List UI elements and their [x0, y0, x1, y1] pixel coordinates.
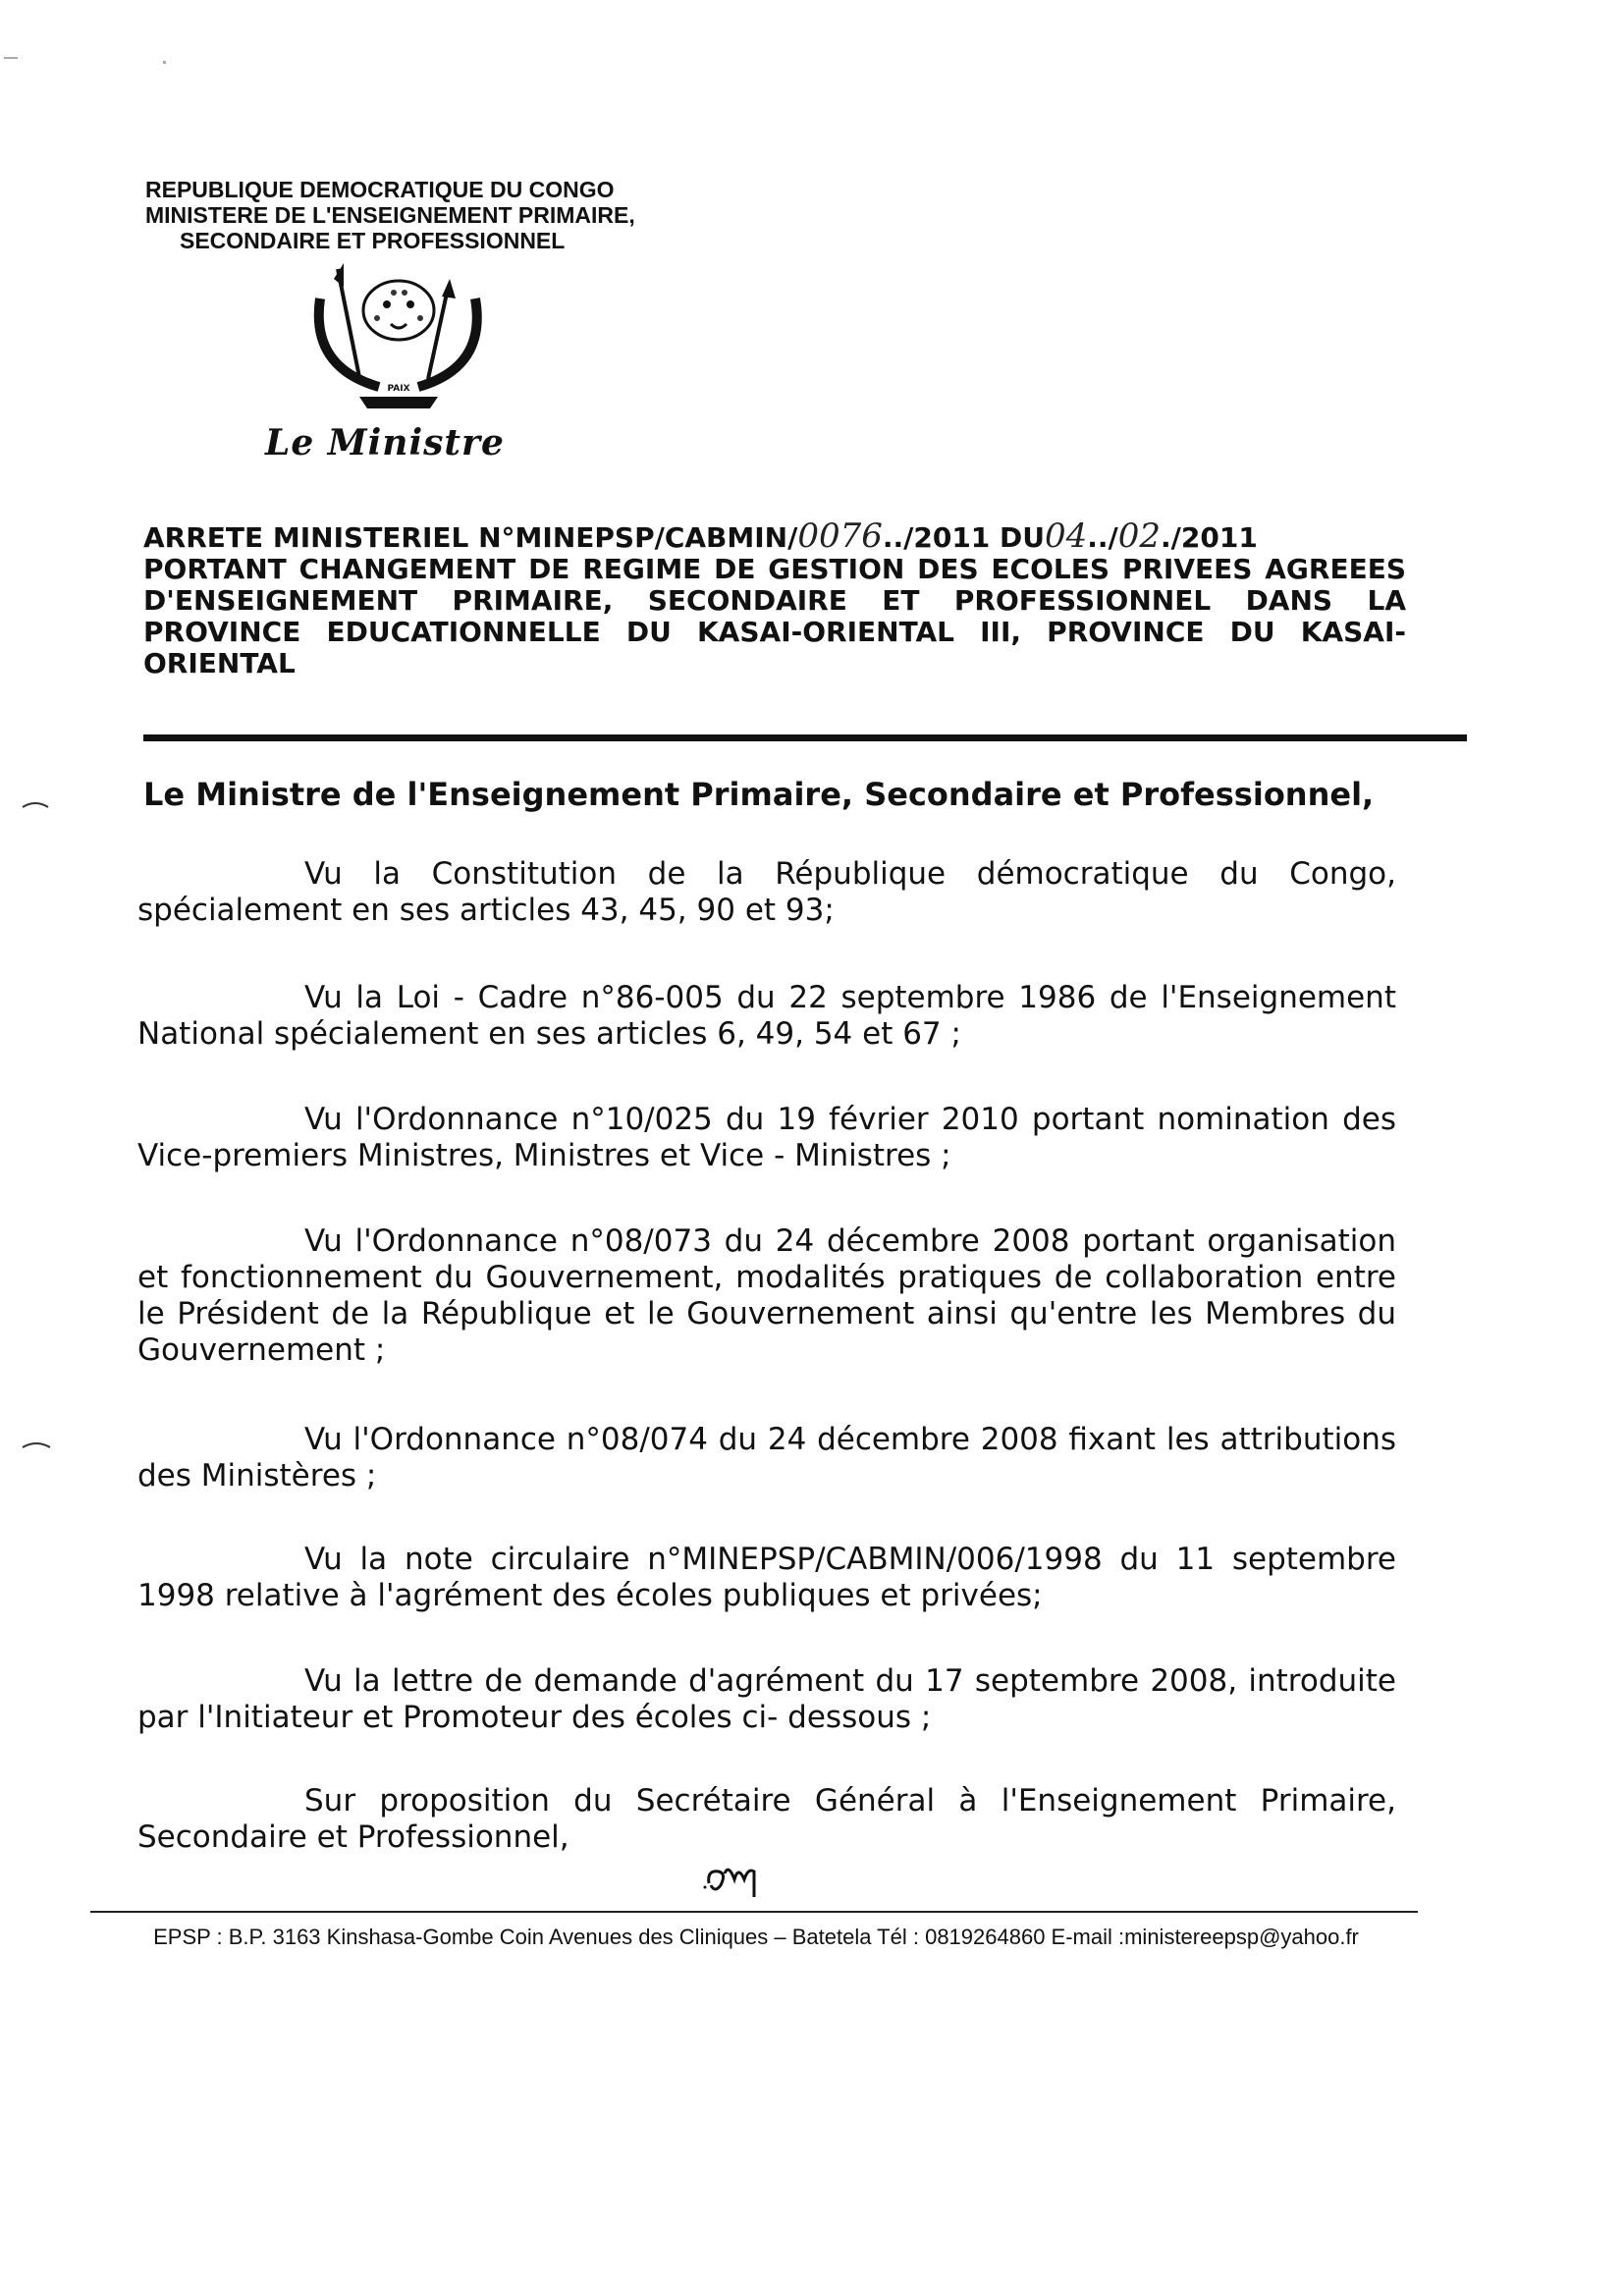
- paragraph-proposition: Sur proposition du Secrétaire Général à l'Enseignement Primaire, Secondaire et Professionnel,: [137, 1783, 1396, 1855]
- decree-title: [143, 516, 1406, 679]
- margin-hole-mark: [22, 1439, 51, 1449]
- decree-title-line: PROVINCE EDUCATIONNELLE DU KASAI-ORIENTAL III, PROVINCE DU KASAI-: [143, 616, 1406, 648]
- paragraph-constitution: Vu la Constitution de la République démocratique du Congo, spécialement en ses articles 43, 45, 90 et 93;: [137, 856, 1396, 928]
- ministry-header: [145, 177, 734, 253]
- decree-title-line: ORIENTAL: [143, 647, 296, 679]
- decree-title-line: PORTANT CHANGEMENT DE REGIME DE GESTION DES ECOLES PRIVEES AGREEES: [143, 553, 1406, 585]
- paragraph-note-circulaire: Vu la note circulaire n°MINEPSP/CABMIN/006/1998 du 11 septembre 1998 relative à l'agrément des écoles publiques et privées;: [137, 1542, 1396, 1613]
- paragraph-ordonnance-10-025: Vu l'Ordonnance n°10/025 du 19 février 2010 portant nomination des Vice-premiers Ministres, Ministres et Vice - Ministres ;: [137, 1102, 1396, 1173]
- scan-speck: [4, 57, 18, 59]
- decree-number-prefix: ARRETE MINISTERIEL N°MINEPSP/CABMIN/: [143, 521, 798, 554]
- header-ministry-cont: SECONDAIRE ET PROFESSIONNEL: [180, 228, 566, 253]
- paragraph-lettre-demande: Vu la lettre de demande d'agrément du 17 septembre 2008, introduite par l'Initiateur et Promoteur des écoles ci- dessous ;: [137, 1663, 1396, 1735]
- header-country: REPUBLIQUE DEMOCRATIQUE DU CONGO: [145, 177, 615, 202]
- margin-hole-mark: [22, 799, 49, 809]
- title-divider: [143, 734, 1467, 741]
- decree-date-sep: ../: [1087, 521, 1118, 554]
- decree-number-middle: ../2011 DU: [882, 521, 1046, 554]
- footer-address: EPSP : B.P. 3163 Kinshasa-Gombe Coin Avenues des Cliniques – Batetela Tél : 0819264860 E-mail :ministereepsp@yahoo.fr: [153, 1925, 1359, 1949]
- decree-year: ./2011: [1161, 521, 1258, 554]
- minister-title-script: Le Ministre: [265, 422, 505, 463]
- handwritten-initials: [703, 1850, 782, 1899]
- scan-speck: [163, 61, 166, 64]
- decree-title-line: D'ENSEIGNEMENT PRIMAIRE, SECONDAIRE ET PROFESSIONNEL DANS LA: [143, 584, 1406, 617]
- footer-divider: [90, 1911, 1418, 1913]
- paragraph-ordonnance-08-073: Vu l'Ordonnance n°08/073 du 24 décembre 2008 portant organisation et fonctionnement du Gouvernement, modalités pratiques de collaboration entre le Président de la République et le Gouvernement ainsi qu'entre les Membres du Gouvernement ;: [137, 1223, 1396, 1368]
- decree-number-handwritten: 0076: [797, 516, 883, 556]
- minister-heading: Le Ministre de l'Enseignement Primaire, Secondaire et Professionnel,: [143, 776, 1375, 813]
- header-ministry: MINISTERE DE L'ENSEIGNEMENT PRIMAIRE,: [145, 202, 635, 228]
- paragraph-ordonnance-08-074: Vu l'Ordonnance n°08/074 du 24 décembre 2008 fixant les attributions des Ministères ;: [137, 1422, 1396, 1493]
- svg-text:PAIX: PAIX: [387, 384, 410, 394]
- decree-date-month: 02: [1117, 516, 1162, 556]
- coat-of-arms-emblem: [300, 259, 497, 416]
- paragraph-loi-cadre: Vu la Loi - Cadre n°86-005 du 22 septembre 1986 de l'Enseignement National spécialement en ses articles 6, 49, 54 et 67 ;: [137, 980, 1396, 1052]
- decree-date-day: 04: [1045, 516, 1088, 556]
- decree-number-line: [143, 516, 1406, 556]
